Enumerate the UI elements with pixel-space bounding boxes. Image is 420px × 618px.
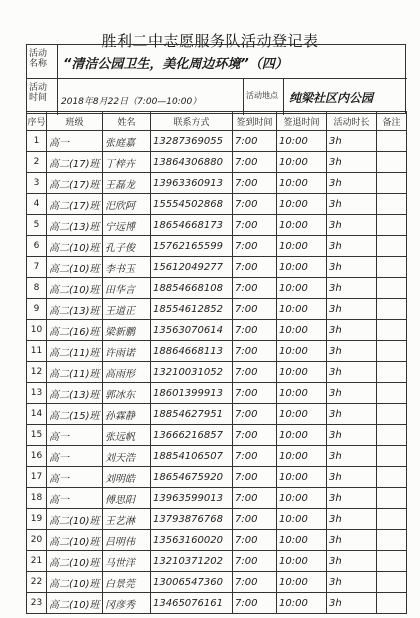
phone-cell: 18654668173 (151, 215, 233, 236)
sign-in-cell: 7:00 (233, 299, 277, 320)
sign-in-cell: 7:00 (233, 446, 277, 467)
duration-cell: 3h (327, 299, 377, 320)
name-cell: 刘天浩 (103, 446, 151, 467)
sign-out-cell: 10:00 (277, 362, 327, 383)
note-cell (377, 467, 407, 488)
name-cell: 张远帆 (103, 425, 151, 446)
name-cell: 王道正 (103, 299, 151, 320)
note-cell (377, 572, 407, 593)
note-cell (377, 404, 407, 425)
name-cell: 王艺淋 (103, 509, 151, 530)
activity-header (26, 44, 406, 114)
sign-in-cell: 7:00 (233, 320, 277, 341)
phone-cell: 13465076161 (151, 593, 233, 614)
row-number: 12 (27, 362, 47, 383)
phone-cell: 13666216857 (151, 425, 233, 446)
sign-in-cell: 7:00 (233, 278, 277, 299)
duration-cell: 3h (327, 593, 377, 614)
duration-cell: 3h (327, 383, 377, 404)
name-cell: 李书玉 (103, 257, 151, 278)
sign-in-cell: 7:00 (233, 341, 277, 362)
row-number: 23 (27, 593, 47, 614)
table-row (27, 572, 407, 593)
sign-out-cell: 10:00 (277, 488, 327, 509)
note-cell (377, 131, 407, 152)
row-number: 15 (27, 425, 47, 446)
table-row (27, 383, 407, 404)
activity-place-value: 纯梁社区内公园 (289, 91, 374, 105)
table-row (27, 341, 407, 362)
row-number: 20 (27, 530, 47, 551)
sheet-title: 胜利二中志愿服务队活动登记表 (101, 32, 319, 50)
class-cell: 高二(15)班 (47, 404, 103, 425)
sign-out-cell: 10:00 (277, 173, 327, 194)
duration-cell: 3h (327, 509, 377, 530)
sign-in-cell: 7:00 (233, 131, 277, 152)
phone-cell: 13563160020 (151, 530, 233, 551)
volunteer-log-table (26, 111, 407, 614)
col-header-note: 备注 (377, 112, 407, 131)
row-number: 8 (27, 278, 47, 299)
note-cell (377, 173, 407, 194)
note-cell (377, 257, 407, 278)
class-cell: 高一 (47, 131, 103, 152)
table-row (27, 320, 407, 341)
phone-cell: 13793876768 (151, 509, 233, 530)
table-row (27, 257, 407, 278)
phone-cell: 18654675920 (151, 467, 233, 488)
phone-cell: 13864306880 (151, 152, 233, 173)
table-row (27, 446, 407, 467)
phone-cell: 18854668108 (151, 278, 233, 299)
note-cell (377, 278, 407, 299)
table-row (27, 362, 407, 383)
duration-cell: 3h (327, 551, 377, 572)
row-number: 6 (27, 236, 47, 257)
sign-in-cell: 7:00 (233, 509, 277, 530)
row-number: 21 (27, 551, 47, 572)
sign-out-cell: 10:00 (277, 572, 327, 593)
duration-cell: 3h (327, 530, 377, 551)
sign-out-cell: 10:00 (277, 467, 327, 488)
class-cell: 高二(17)班 (47, 173, 103, 194)
row-number: 9 (27, 299, 47, 320)
sign-in-cell: 7:00 (233, 530, 277, 551)
table-row (27, 236, 407, 257)
class-cell: 高二(10)班 (47, 530, 103, 551)
sign-out-cell: 10:00 (277, 320, 327, 341)
note-cell (377, 362, 407, 383)
class-cell: 高二(10)班 (47, 509, 103, 530)
sign-out-cell: 10:00 (277, 152, 327, 173)
sign-out-cell: 10:00 (277, 446, 327, 467)
duration-cell: 3h (327, 131, 377, 152)
col-header-sign-out: 签退时间 (277, 112, 327, 131)
phone-cell: 13963360913 (151, 173, 233, 194)
name-cell: 汜欣阿 (103, 194, 151, 215)
duration-cell: 3h (327, 446, 377, 467)
note-cell (377, 488, 407, 509)
name-cell: 刘明皓 (103, 467, 151, 488)
sign-out-cell: 10:00 (277, 509, 327, 530)
row-number: 22 (27, 572, 47, 593)
phone-cell: 18854106507 (151, 446, 233, 467)
class-cell: 高二(10)班 (47, 593, 103, 614)
row-number: 19 (27, 509, 47, 530)
sign-in-cell: 7:00 (233, 551, 277, 572)
table-row (27, 488, 407, 509)
sign-out-cell: 10:00 (277, 530, 327, 551)
name-cell: 郭冰东 (103, 383, 151, 404)
row-number: 7 (27, 257, 47, 278)
sign-in-cell: 7:00 (233, 404, 277, 425)
duration-cell: 3h (327, 572, 377, 593)
note-cell (377, 425, 407, 446)
table-row (27, 530, 407, 551)
col-header-sign-in: 签到时间 (233, 112, 277, 131)
class-cell: 高一 (47, 488, 103, 509)
row-number: 13 (27, 383, 47, 404)
table-row (27, 152, 407, 173)
col-header-duration: 活动时长 (327, 112, 377, 131)
note-cell (377, 299, 407, 320)
phone-cell: 15612049277 (151, 257, 233, 278)
name-cell: 傅思阳 (103, 488, 151, 509)
note-cell (377, 551, 407, 572)
name-cell: 宁远博 (103, 215, 151, 236)
sign-in-cell: 7:00 (233, 593, 277, 614)
class-cell: 高二(10)班 (47, 236, 103, 257)
note-cell (377, 341, 407, 362)
duration-cell: 3h (327, 173, 377, 194)
note-cell (377, 446, 407, 467)
class-cell: 高二(13)班 (47, 383, 103, 404)
sign-out-cell: 10:00 (277, 404, 327, 425)
class-cell: 高二(17)班 (47, 152, 103, 173)
class-cell: 高二(10)班 (47, 551, 103, 572)
row-number: 14 (27, 404, 47, 425)
sign-out-cell: 10:00 (277, 215, 327, 236)
sign-in-cell: 7:00 (233, 425, 277, 446)
header-divider (57, 45, 58, 115)
name-cell: 冈彦秀 (103, 593, 151, 614)
note-cell (377, 320, 407, 341)
name-cell: 王磊龙 (103, 173, 151, 194)
sign-out-cell: 10:00 (277, 257, 327, 278)
col-header-class: 班级 (47, 112, 103, 131)
activity-time-label: 活动时间 (29, 83, 48, 103)
sign-out-cell: 10:00 (277, 278, 327, 299)
table-row (27, 551, 407, 572)
duration-cell: 3h (327, 467, 377, 488)
sign-in-cell: 7:00 (233, 152, 277, 173)
class-cell: 高二(13)班 (47, 215, 103, 236)
phone-cell: 13563070614 (151, 320, 233, 341)
table-row (27, 467, 407, 488)
col-header-contact: 联系方式 (151, 112, 233, 131)
activity-time-value: 2018年8月22日（7:00—10:00） (61, 97, 202, 107)
phone-cell: 15554502868 (151, 194, 233, 215)
name-cell: 吕明伟 (103, 530, 151, 551)
header-divider (27, 78, 407, 79)
name-cell: 孙霖静 (103, 404, 151, 425)
name-cell: 马世洋 (103, 551, 151, 572)
table-row (27, 299, 407, 320)
duration-cell: 3h (327, 404, 377, 425)
phone-cell: 18864668113 (151, 341, 233, 362)
sign-out-cell: 10:00 (277, 341, 327, 362)
table-row (27, 509, 407, 530)
duration-cell: 3h (327, 341, 377, 362)
note-cell (377, 530, 407, 551)
activity-name-label: 活动名称 (29, 49, 48, 69)
row-number: 3 (27, 173, 47, 194)
sign-in-cell: 7:00 (233, 362, 277, 383)
class-cell: 高二(16)班 (47, 320, 103, 341)
table-header-row (27, 112, 407, 131)
row-number: 11 (27, 341, 47, 362)
duration-cell: 3h (327, 488, 377, 509)
row-number: 10 (27, 320, 47, 341)
row-number: 16 (27, 446, 47, 467)
duration-cell: 3h (327, 152, 377, 173)
duration-cell: 3h (327, 278, 377, 299)
table-row (27, 425, 407, 446)
name-cell: 高雨形 (103, 362, 151, 383)
sign-out-cell: 10:00 (277, 299, 327, 320)
class-cell: 高二(17)班 (47, 194, 103, 215)
sign-in-cell: 7:00 (233, 173, 277, 194)
name-cell: 孔子俊 (103, 236, 151, 257)
duration-cell: 3h (327, 425, 377, 446)
row-number: 5 (27, 215, 47, 236)
sign-in-cell: 7:00 (233, 467, 277, 488)
sign-in-cell: 7:00 (233, 215, 277, 236)
sign-in-cell: 7:00 (233, 257, 277, 278)
duration-cell: 3h (327, 320, 377, 341)
phone-cell: 13006547360 (151, 572, 233, 593)
row-number: 4 (27, 194, 47, 215)
activity-place-label: 活动地点 (246, 91, 278, 100)
row-number: 2 (27, 152, 47, 173)
sign-in-cell: 7:00 (233, 236, 277, 257)
table-row (27, 593, 407, 614)
class-cell: 高一 (47, 446, 103, 467)
name-cell: 梁新鹏 (103, 320, 151, 341)
name-cell: 丁梓卉 (103, 152, 151, 173)
duration-cell: 3h (327, 236, 377, 257)
row-number: 18 (27, 488, 47, 509)
class-cell: 高二(13)班 (47, 299, 103, 320)
note-cell (377, 194, 407, 215)
note-cell (377, 509, 407, 530)
class-cell: 高二(10)班 (47, 572, 103, 593)
phone-cell: 13210031052 (151, 362, 233, 383)
activity-name-value: “清洁公园卫生，美化周边环境”（四） (63, 57, 288, 72)
class-cell: 高二(11)班 (47, 341, 103, 362)
sign-in-cell: 7:00 (233, 383, 277, 404)
class-cell: 高二(11)班 (47, 362, 103, 383)
table-row (27, 173, 407, 194)
phone-cell: 13287369055 (151, 131, 233, 152)
table-row (27, 131, 407, 152)
note-cell (377, 236, 407, 257)
sign-in-cell: 7:00 (233, 194, 277, 215)
note-cell (377, 593, 407, 614)
name-cell: 白景莞 (103, 572, 151, 593)
row-number: 1 (27, 131, 47, 152)
table-row (27, 278, 407, 299)
sign-out-cell: 10:00 (277, 551, 327, 572)
note-cell (377, 383, 407, 404)
note-cell (377, 215, 407, 236)
phone-cell: 18854627951 (151, 404, 233, 425)
duration-cell: 3h (327, 362, 377, 383)
sign-out-cell: 10:00 (277, 383, 327, 404)
table-row (27, 404, 407, 425)
sign-out-cell: 10:00 (277, 593, 327, 614)
header-divider (283, 78, 284, 115)
class-cell: 高二(10)班 (47, 257, 103, 278)
sign-out-cell: 10:00 (277, 425, 327, 446)
sign-out-cell: 10:00 (277, 131, 327, 152)
phone-cell: 13210371202 (151, 551, 233, 572)
phone-cell: 18554612852 (151, 299, 233, 320)
class-cell: 高一 (47, 467, 103, 488)
col-header-no: 序号 (27, 112, 47, 131)
name-cell: 田华言 (103, 278, 151, 299)
name-cell: 许雨诺 (103, 341, 151, 362)
name-cell: 张庭嘉 (103, 131, 151, 152)
duration-cell: 3h (327, 257, 377, 278)
col-header-name: 姓名 (103, 112, 151, 131)
sign-in-cell: 7:00 (233, 572, 277, 593)
phone-cell: 18601399913 (151, 383, 233, 404)
header-divider (243, 78, 244, 115)
phone-cell: 15762165599 (151, 236, 233, 257)
phone-cell: 13963599013 (151, 488, 233, 509)
table-row (27, 215, 407, 236)
class-cell: 高二(10)班 (47, 278, 103, 299)
table-row (27, 194, 407, 215)
sign-out-cell: 10:00 (277, 236, 327, 257)
duration-cell: 3h (327, 215, 377, 236)
row-number: 17 (27, 467, 47, 488)
note-cell (377, 152, 407, 173)
sign-out-cell: 10:00 (277, 194, 327, 215)
sign-in-cell: 7:00 (233, 488, 277, 509)
class-cell: 高一 (47, 425, 103, 446)
duration-cell: 3h (327, 194, 377, 215)
